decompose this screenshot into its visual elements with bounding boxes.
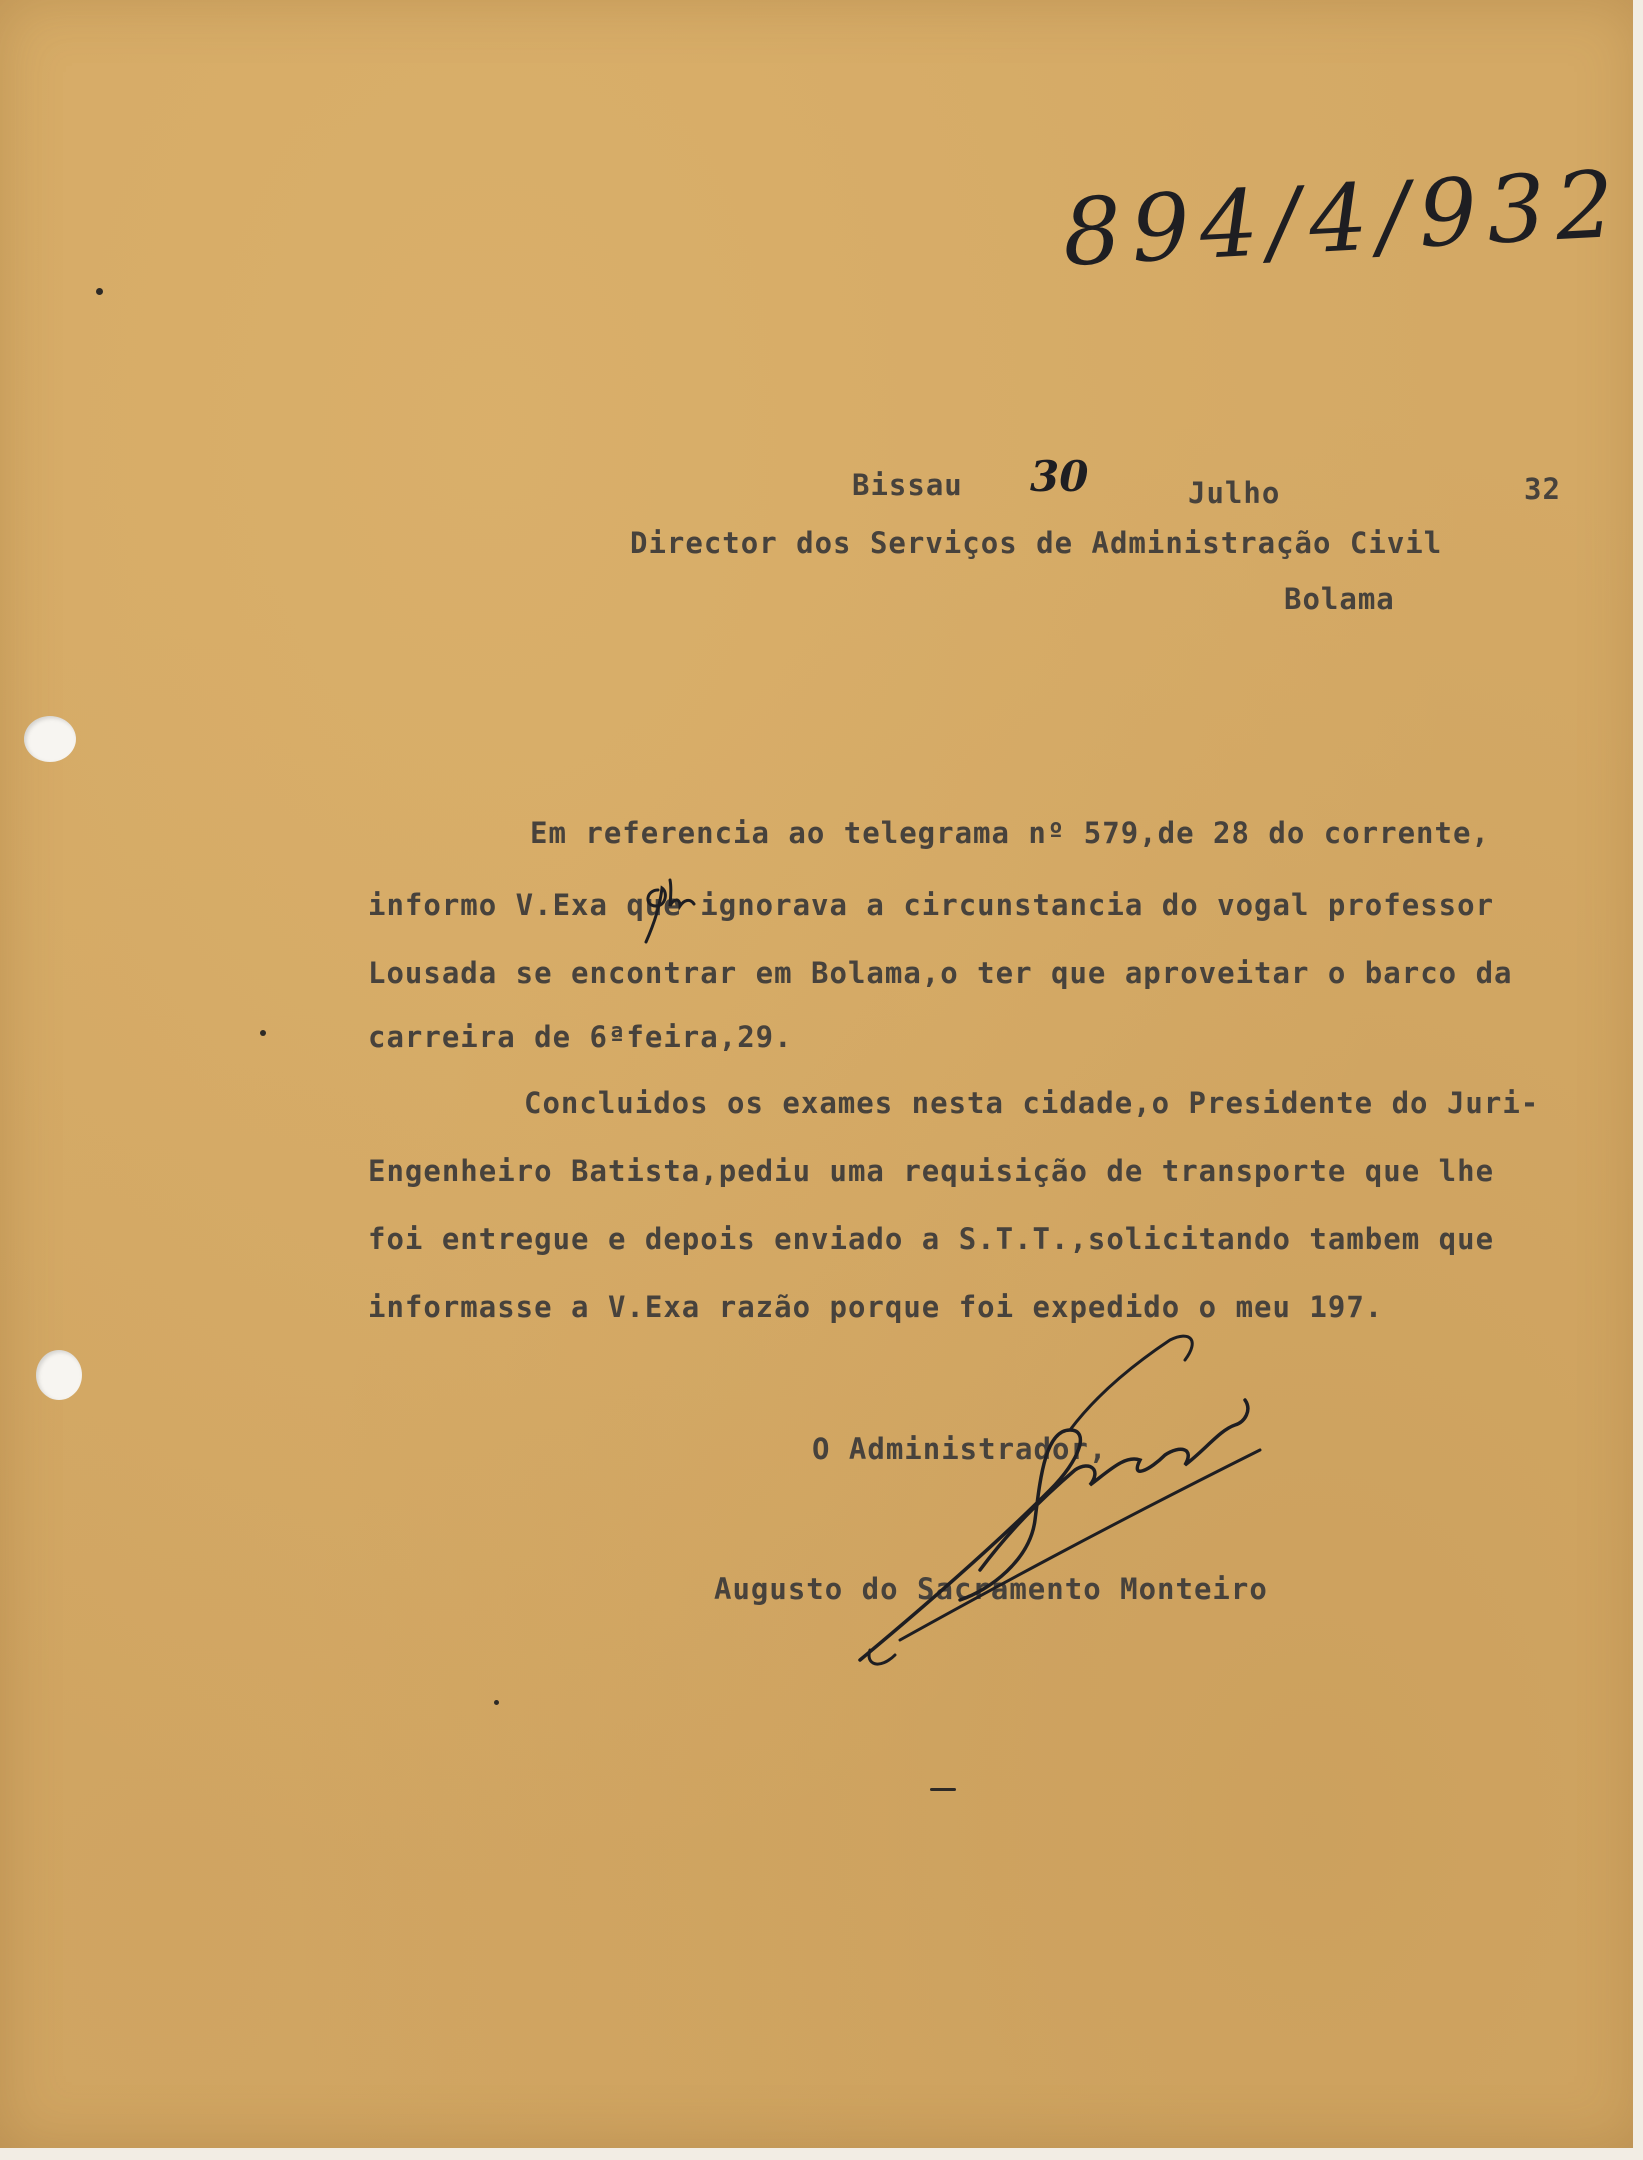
scan-margin (1633, 0, 1643, 2160)
body-line: Em referencia ao telegrama nº 579,de 28 do corrente, (530, 816, 1490, 850)
header-year: 32 (1524, 472, 1561, 506)
header-month: Julho (1188, 476, 1281, 510)
reference-number: 894/4/932 (1060, 150, 1627, 287)
body-line: Lousada se encontrar em Bolama,o ter que aproveitar o barco da (368, 956, 1513, 990)
recipient-city: Bolama (1284, 582, 1395, 616)
closing-title: O Administrador, (812, 1432, 1108, 1466)
body-line: Engenheiro Batista,pediu uma requisição de transporte que lhe (368, 1154, 1495, 1188)
recipient-title: Director dos Serviços de Administração Civil (630, 526, 1443, 560)
paper-speck (930, 1788, 956, 1791)
scan-margin (0, 2148, 1643, 2160)
punch-hole (36, 1350, 82, 1400)
handwritten-signature (840, 1320, 1300, 1690)
header-day: 30 (1030, 452, 1089, 501)
signer-name: Augusto do Sacramento Monteiro (714, 1572, 1268, 1606)
body-line: foi entregue e depois enviado a S.T.T.,solicitando tambem que (368, 1222, 1495, 1256)
header-place: Bissau (852, 468, 963, 502)
paper-speck (494, 1700, 499, 1705)
body-line: informo V.Exa que ignorava a circunstancia do vogal professor (368, 888, 1495, 922)
handwritten-abbreviation-mark (636, 876, 700, 946)
body-line: informasse a V.Exa razão porque foi expedido o meu 197. (368, 1290, 1384, 1324)
body-line: carreira de 6ªfeira,29. (368, 1020, 793, 1054)
punch-hole (24, 716, 76, 762)
paper-speck (260, 1030, 266, 1036)
body-line: Concluidos os exames nesta cidade,o Presidente do Juri- (524, 1086, 1540, 1120)
paper-speck (96, 288, 103, 295)
